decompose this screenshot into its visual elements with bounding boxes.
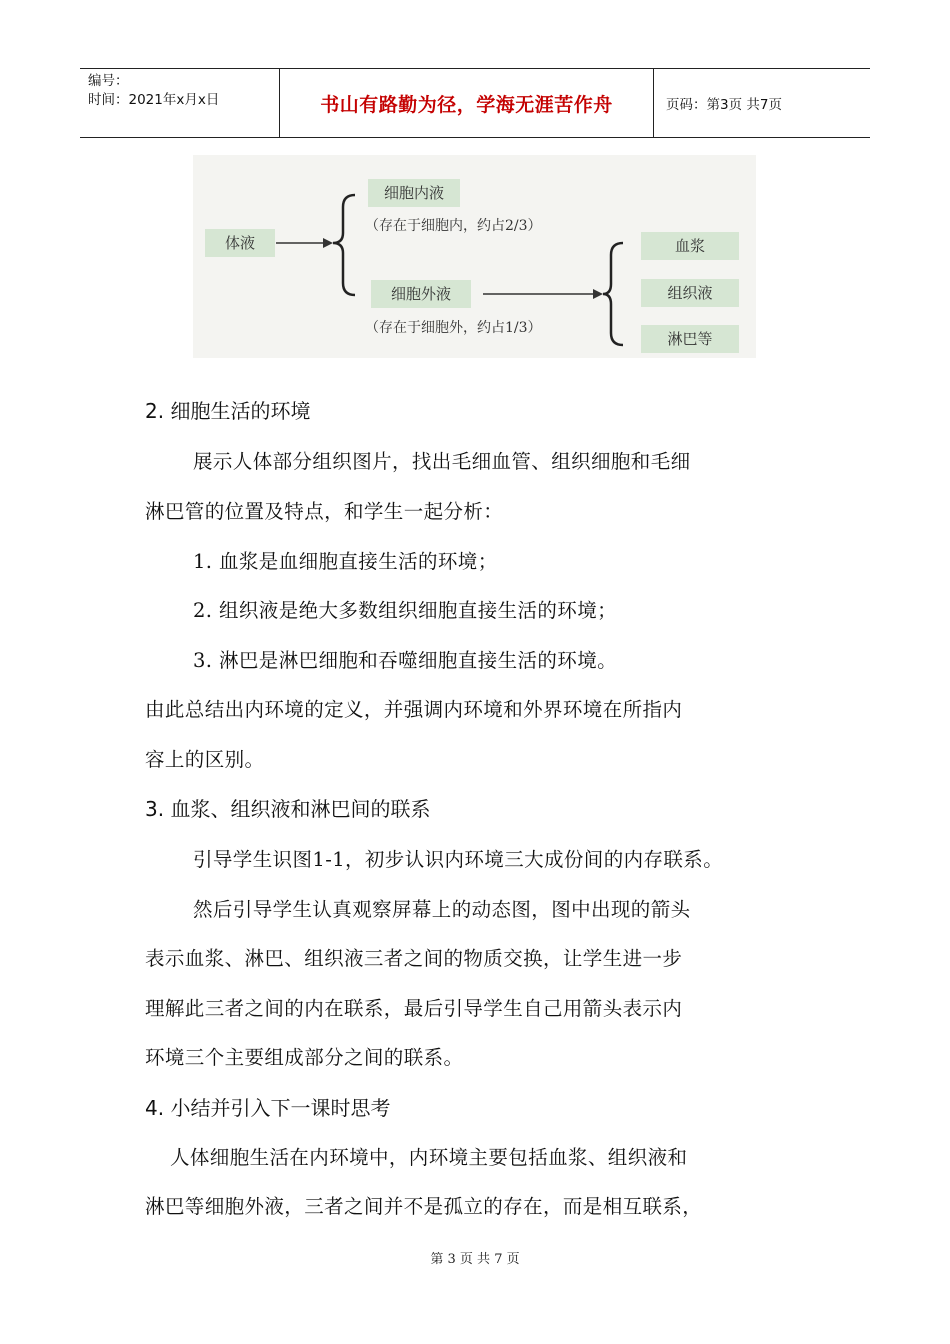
intracellular-note: （存在于细胞内，约占2/3） [365,218,542,234]
number-label: 编号： [88,73,129,89]
s2-p2-line1: 由此总结出内环境的定义，并强调内环境和外界环境在所指内 [145,698,683,721]
document-header [80,68,870,138]
s4-p1-line2: 淋巴等细胞外液，三者之间并不是孤立的存在，而是相互联系， [145,1195,703,1218]
box-extracellular: 细胞外液 [371,280,471,308]
s2-list-item-2: 2. 组织液是绝大多数组织细胞直接生活的环境； [193,599,618,622]
s2-p1-line2: 淋巴管的位置及特点，和学生一起分析： [145,500,504,523]
s3-p1: 引导学生识图1-1，初步认识内环境三大成份间的内存联系。 [193,848,724,871]
box-plasma: 血浆 [641,232,739,260]
s3-p2-line3: 理解此三者之间的内在联系，最后引导学生自己用箭头表示内 [145,997,683,1020]
s2-list-item-1: 1. 血浆是血细胞直接生活的环境； [193,550,498,573]
page-footer: 第 3 页 共 7 页 [430,1252,520,1267]
s3-p2-line2: 表示血浆、淋巴、组织液三者之间的物质交换，让学生进一步 [145,947,683,970]
header-meta [80,69,280,137]
s2-p1-line1: 展示人体部分组织图片，找出毛细血管、组织细胞和毛细 [193,450,691,473]
section-4-heading: 4. 小结并引入下一课时思考 [145,1096,391,1120]
extracellular-note: （存在于细胞外，约占1/3） [365,320,542,336]
time-label: 时间：2021年x月x日 [88,92,220,108]
s3-p2-line1: 然后引导学生认真观察屏幕上的动态图，图中出现的箭头 [193,898,691,921]
box-intracellular: 细胞内液 [368,179,460,207]
s2-list-item-3: 3. 淋巴是淋巴细胞和吞噬细胞直接生活的环境。 [193,649,618,672]
header-motto: 书山有路勤为径，学海无涯苦作舟 [280,69,654,137]
box-tissue-fluid: 组织液 [641,279,739,307]
header-page-info: 页码：第3页 共7页 [666,97,782,113]
s4-p1-line1: 人体细胞生活在内环境中，内环境主要包括血浆、组织液和 [170,1146,688,1169]
section-2-heading: 2. 细胞生活的环境 [145,399,311,423]
section-3-heading: 3. 血浆、组织液和淋巴间的联系 [145,797,431,821]
s3-p2-line4: 环境三个主要组成部分之间的联系。 [145,1046,464,1069]
box-lymph: 淋巴等 [641,325,739,353]
s2-p2-line2: 容上的区别。 [145,748,265,771]
box-body-fluid: 体液 [205,229,275,257]
body-fluid-diagram [193,155,756,358]
